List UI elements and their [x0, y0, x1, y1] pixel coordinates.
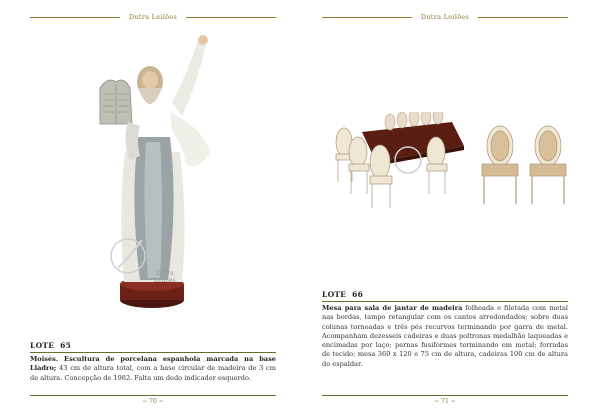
lot-65-rule: [30, 352, 276, 353]
right-page-header: [322, 10, 568, 24]
left-page-number: ~ 70 ~: [142, 398, 164, 405]
lot-66-label: [322, 290, 363, 299]
watermark-line-2: Leilões: [154, 277, 176, 284]
left-page-header: [30, 10, 276, 24]
lot-66-details: folheada e filetada com metal nas bordas, tampo retangular com os cantos arredondados; sobre duas colunas torneadas e três pés recurvos terminando por garra de metal. Acompanham dezesseis cadeiras e duas poltronas medalhão laqueadas e encimadas por laço; pernas fusiformes terminando em metal; forradas de tecido; mesa 360 x 120 e 75 cm de altura, cadeiras 100 cm de altura do espaldar.: [322, 304, 568, 368]
right-page-footer: [322, 395, 568, 408]
watermark-line-1: Dutra: [156, 270, 174, 277]
lot-66-title: Mesa para sala de jantar de madeira: [322, 304, 463, 312]
right-header-title: Dutra Leilões: [420, 13, 470, 21]
lot-65-title: Moisés. Escultura de porcelana espanhola marcada na base Lladro;: [30, 355, 276, 373]
lot-66-rule: [322, 301, 568, 302]
left-page-footer: [30, 395, 276, 408]
left-header-title: Dutra Leilões: [128, 13, 178, 21]
right-page-number: ~ 71 ~: [434, 398, 456, 405]
lot-label: LOTE: [322, 290, 347, 299]
lot-number: 66: [352, 290, 364, 299]
lot-66-dining-set-image: [332, 112, 578, 212]
watermark-text: [154, 270, 176, 284]
right-page: [300, 0, 600, 420]
lot-66-description: [322, 304, 568, 369]
header-rule-right: [186, 17, 276, 18]
header-rule-right: [478, 17, 568, 18]
lot-number: 65: [60, 341, 72, 350]
lot-label: LOTE: [30, 341, 55, 350]
lot-65-description: [30, 355, 276, 383]
lot-65-label: [30, 341, 71, 350]
lot-65-details: 43 cm de altura total, com a base circular de madeira de 3 cm de altura. Concepção de 1982. Falta um dedo indicador esquerdo.: [30, 364, 276, 382]
